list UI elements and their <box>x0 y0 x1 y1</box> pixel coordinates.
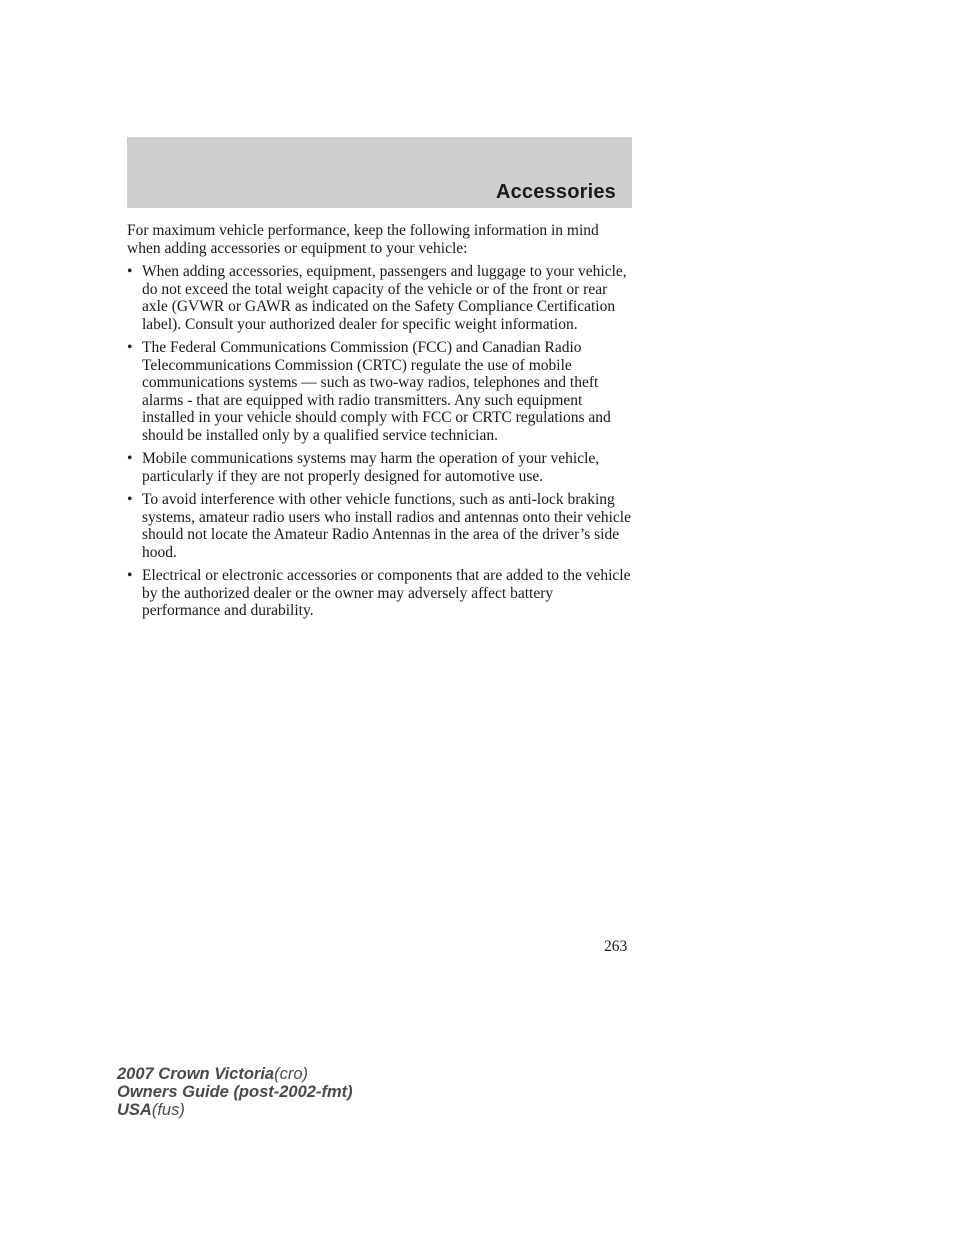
bullet-text: Mobile communications systems may harm the operation of your vehicle, particularly if they are not properly designed for automotive use. <box>142 450 600 485</box>
intro-paragraph: For maximum vehicle performance, keep the following information in mind when adding accessories or equipment to your vehicle: <box>127 222 599 257</box>
bullet-text: When adding accessories, equipment, passengers and luggage to your vehicle, do not exceed the total weight capacity of the vehicle or of the front or rear axle (GVWR or GAWR as indicated on the Safety Compliance Certification label). Consult your authorized dealer for specific weight information. <box>142 263 627 333</box>
list-item <box>127 450 635 485</box>
footer-line-guide <box>117 1083 353 1101</box>
footer-guide-name: Owners Guide (post-2002-fmt) <box>117 1083 353 1101</box>
document-footer <box>117 1065 353 1119</box>
footer-line-region <box>117 1101 353 1119</box>
page-number: 263 <box>604 938 628 955</box>
section-header-band <box>127 137 632 208</box>
bullet-text: The Federal Communications Commission (FCC) and Canadian Radio Telecommunications Commission (CRTC) regulate the use of mobile communications systems — such as two-way radios, telephones and theft alarms - that are equipped with radio transmitters. Any such equipment installed in your vehicle should comply with FCC or CRTC regulations and should be installed only by a qualified service technician. <box>142 339 611 444</box>
footer-region-name: USA <box>117 1101 152 1119</box>
section-title: Accessories <box>495 181 616 203</box>
footer-model-name: 2007 Crown Victoria <box>117 1065 275 1083</box>
list-item <box>127 339 635 444</box>
footer-model-code: (cro) <box>274 1065 309 1083</box>
bullet-text: Electrical or electronic accessories or components that are added to the vehicle by the authorized dealer or the owner may adversely affect battery performance and durability. <box>142 567 631 619</box>
list-item <box>127 263 635 333</box>
page-body <box>127 222 635 626</box>
bullet-icon: • <box>127 263 133 280</box>
list-item <box>127 491 635 561</box>
list-item <box>127 567 635 620</box>
footer-line-model <box>117 1065 353 1083</box>
footer-region-code: (fus) <box>151 1101 185 1119</box>
bullet-icon: • <box>127 491 133 508</box>
bullet-icon: • <box>127 567 133 584</box>
bullet-icon: • <box>127 450 133 467</box>
bullet-icon: • <box>127 339 133 356</box>
bullet-list <box>127 263 635 620</box>
bullet-text: To avoid interference with other vehicle functions, such as anti-lock braking systems, amateur radio users who install radios and antennas onto their vehicle should not locate the Amateur Radio Antennas in the area of the driver’s side hood. <box>142 491 631 561</box>
